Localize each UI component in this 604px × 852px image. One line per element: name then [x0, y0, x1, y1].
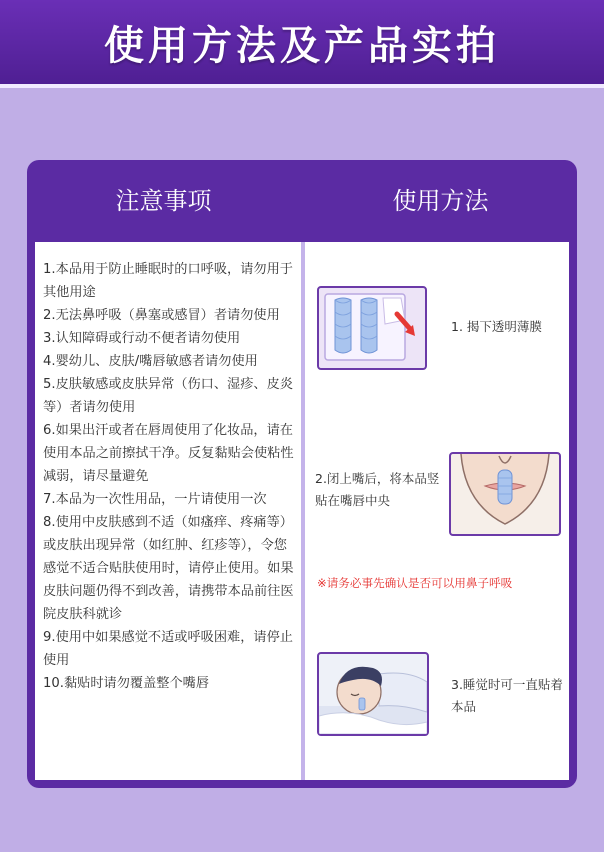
- peel-film-illustration: [317, 286, 427, 370]
- note-item: 9.使用中如果感觉不适或呼吸困难，请停止使用: [43, 630, 293, 668]
- note-item: 7.本品为一次性用品，一片请使用一次: [43, 492, 267, 507]
- note-item: 2.无法鼻呼吸（鼻塞或感冒）者请勿使用: [43, 308, 280, 323]
- nasal-breathing-warning: ※请务必事先确认是否可以用鼻子呼吸: [317, 576, 513, 590]
- note-item: 10.黏贴时请勿覆盖整个嘴唇: [43, 676, 210, 691]
- sleeping-person-illustration: [317, 652, 429, 736]
- note-item: 6.如果出汗或者在唇周使用了化妆品，请在使用本品之前擦拭干净。反复黏贴会使粘性减弱，请尽量避免: [43, 423, 294, 484]
- precautions-header: 注意事项: [115, 187, 212, 215]
- usage-header: 使用方法: [392, 187, 489, 215]
- note-item: 4.婴幼儿、皮肤/嘴唇敏感者请勿使用: [43, 354, 258, 369]
- mouth-tape-illustration: [449, 452, 561, 536]
- title-banner: [0, 0, 604, 88]
- note-item: 3.认知障碍或行动不便者请勿使用: [43, 331, 241, 346]
- precautions-list: [35, 242, 301, 780]
- note-item: 5.皮肤敏感或皮肤异常（伤口、湿疹、皮炎等）者请勿使用: [43, 377, 293, 415]
- usage-steps: [305, 242, 569, 780]
- page-title: 使用方法及产品实拍: [104, 23, 500, 69]
- info-panel: [27, 160, 577, 788]
- step-3-label: 3.睡觉时可一直贴着本品: [451, 677, 563, 714]
- step-1-label: 1. 揭下透明薄膜: [451, 319, 542, 334]
- step-2-label: 2.闭上嘴后，将本品竖贴在嘴唇中央: [315, 471, 440, 508]
- note-item: 1.本品用于防止睡眠时的口呼吸，请勿用于其他用途: [43, 262, 293, 300]
- note-item: 8.使用中皮肤感到不适（如瘙痒、疼痛等）或皮肤出现异常（如红肿、红疹等），令您感觉不适合贴肤使用时，请停止使用。如果皮肤问题仍得不到改善，请携带本品前往医院皮肤科就诊: [43, 515, 294, 622]
